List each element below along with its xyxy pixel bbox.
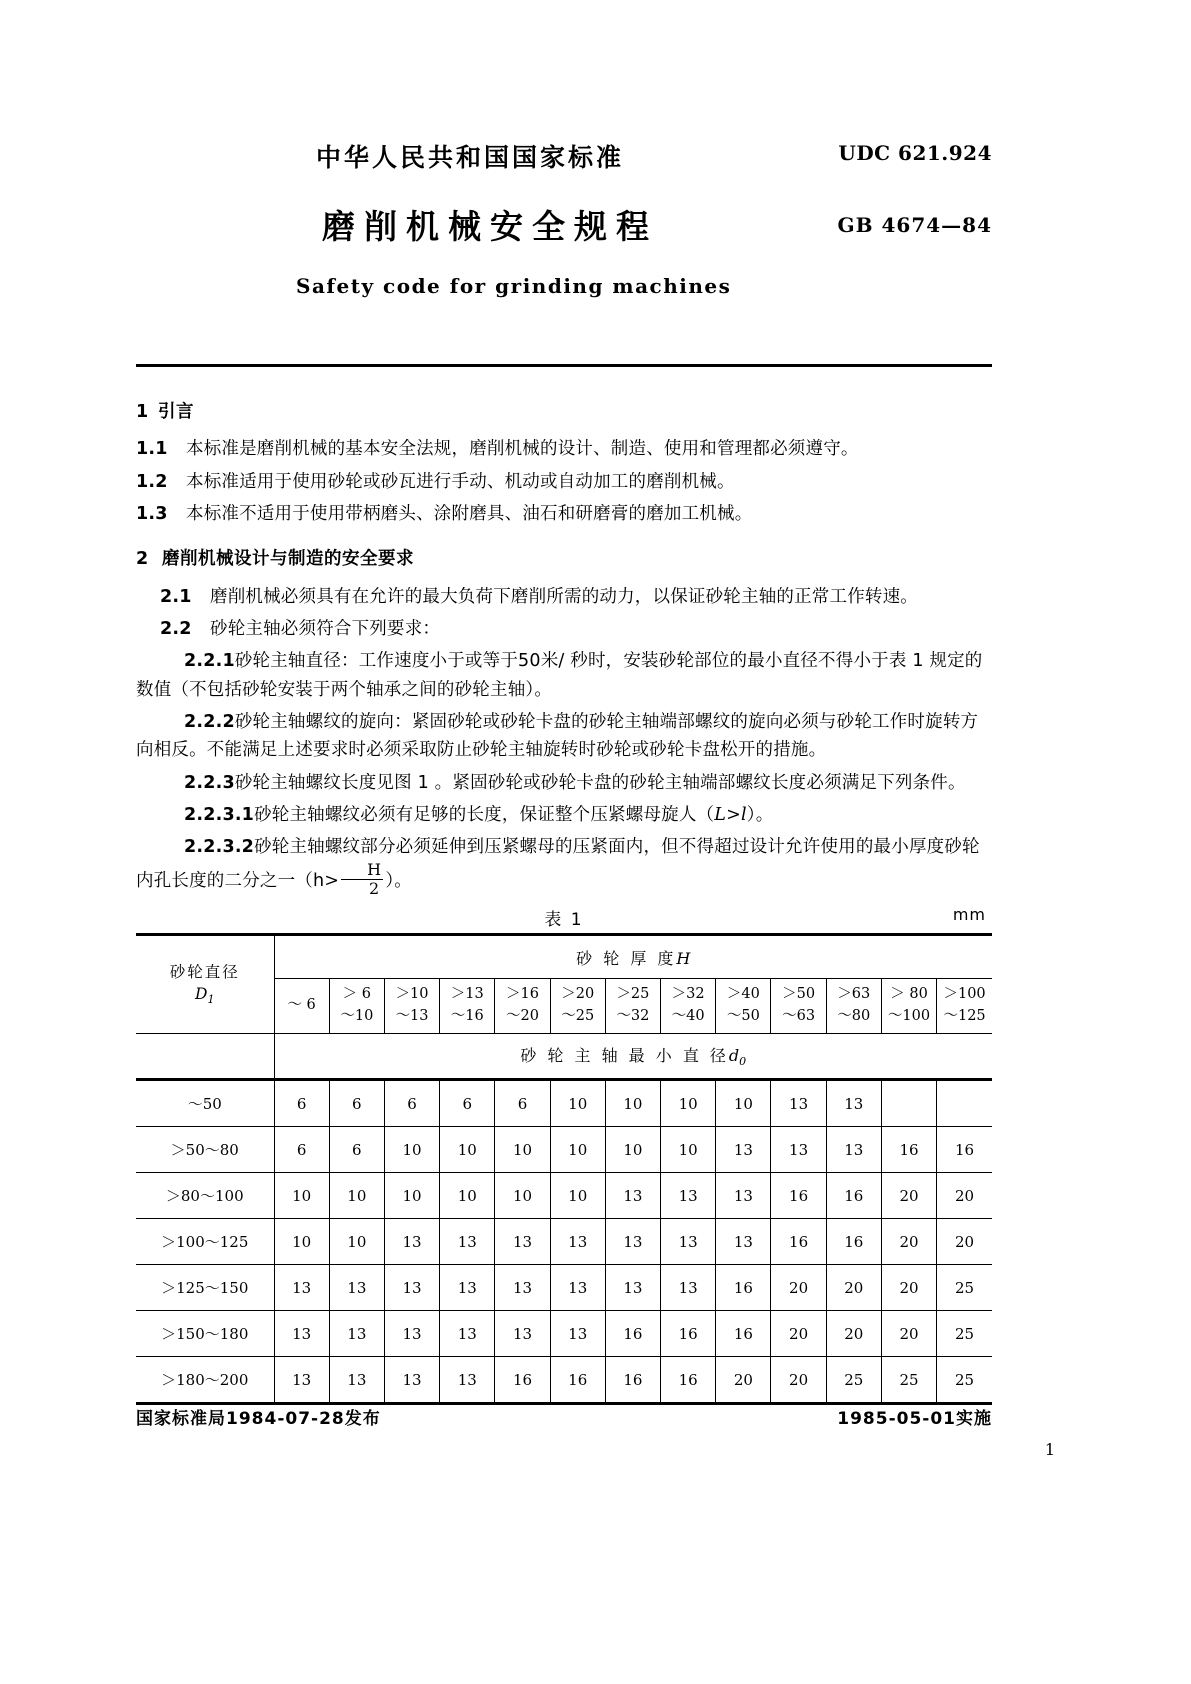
header-spacer-cell <box>136 1034 274 1080</box>
range-cell <box>274 979 329 1034</box>
data-cell: 6 <box>329 1080 384 1127</box>
clause-2-2 <box>136 615 992 643</box>
header-cell-min-diameter <box>274 1034 992 1080</box>
table-row <box>136 1219 992 1265</box>
formula-l-symbol: L <box>714 805 727 826</box>
data-cell: 13 <box>329 1265 384 1311</box>
data-cell: 13 <box>495 1265 550 1311</box>
data-cell: 13 <box>550 1219 605 1265</box>
data-cell <box>937 1080 992 1127</box>
clause-1-3-text: 本标准不适用于使用带柄磨头、涂附磨具、油石和研磨膏的磨加工机械。 <box>186 504 753 525</box>
data-cell: 13 <box>605 1219 660 1265</box>
section-1-heading <box>136 398 992 426</box>
range-cell <box>771 979 826 1034</box>
data-cell: 16 <box>771 1173 826 1219</box>
data-cell: 10 <box>661 1127 716 1173</box>
clause-1-3-number: 1.3 <box>136 504 168 525</box>
data-cell: 16 <box>826 1173 881 1219</box>
range-bottom: ～25 <box>561 1008 595 1024</box>
data-cell: 13 <box>274 1357 329 1404</box>
data-cell: 13 <box>716 1219 771 1265</box>
data-cell: 10 <box>329 1173 384 1219</box>
data-cell: 16 <box>661 1311 716 1357</box>
range-top: ＞10 <box>395 986 429 1003</box>
section-2-number: 2 <box>136 549 149 570</box>
data-cell: 16 <box>605 1357 660 1404</box>
row-label: ＞80～100 <box>136 1173 274 1219</box>
header-thickness-label: 砂 轮 厚 度 <box>576 948 677 968</box>
range-bottom: ～13 <box>395 1008 429 1024</box>
data-cell: 25 <box>881 1357 936 1404</box>
table-row <box>136 1080 992 1127</box>
document-body <box>136 398 992 901</box>
national-standard-label: 中华人民共和国国家标准 <box>316 143 625 172</box>
section-1-number: 1 <box>136 402 149 422</box>
document-title-cn: 磨削机械安全规程 <box>322 207 658 246</box>
data-cell: 20 <box>771 1311 826 1357</box>
data-cell: 16 <box>826 1219 881 1265</box>
data-cell: 25 <box>826 1357 881 1404</box>
gb-standard-number: GB 4674—84 <box>837 213 992 237</box>
data-cell: 13 <box>661 1173 716 1219</box>
clause-2-2-3-number: 2.2.3 <box>184 772 235 793</box>
clause-2-1-text: 磨削机械必须具有在允许的最大负荷下磨削所需的动力，以保证砂轮主轴的正常工作转速。 <box>210 586 918 607</box>
data-cell: 10 <box>716 1080 771 1127</box>
clause-2-2-2-text: 砂轮主轴螺纹的旋向：紧固砂轮或砂轮卡盘的砂轮主轴端部螺纹的旋向必须与砂轮工作时旋转方向相反。不能满足上述要求时必须采取防止砂轮主轴旋转时砂轮或砂轮卡盘松开的措施。 <box>136 712 979 761</box>
clause-1-2-number: 1.2 <box>136 471 168 492</box>
page-number: 1 <box>1044 1440 1055 1459</box>
range-cell <box>826 979 881 1034</box>
header-diameter-label: 砂轮直径 <box>169 962 240 981</box>
data-cell: 10 <box>274 1219 329 1265</box>
clause-2-2-2-number: 2.2.2 <box>184 712 235 733</box>
data-cell: 20 <box>881 1311 936 1357</box>
header-diameter-symbol: $D_1$ <box>195 985 215 1007</box>
range-cell <box>440 979 495 1034</box>
clause-1-1 <box>136 435 992 463</box>
data-cell: 20 <box>881 1265 936 1311</box>
row-label: ＞150～180 <box>136 1311 274 1357</box>
data-cell: 10 <box>550 1127 605 1173</box>
range-bottom: ～80 <box>837 1008 871 1024</box>
row-label: ＞100～125 <box>136 1219 274 1265</box>
table-header-row-thickness <box>136 935 992 979</box>
data-cell: 10 <box>495 1127 550 1173</box>
header-cell-diameter <box>136 935 274 1034</box>
range-bottom: ～100 <box>887 1008 931 1024</box>
document-title-en: Safety code for grinding machines <box>296 274 732 298</box>
data-cell: 13 <box>716 1127 771 1173</box>
data-cell: 13 <box>826 1127 881 1173</box>
fraction-numerator: H <box>341 862 383 880</box>
clause-2-2-3-2-text: 砂轮主轴螺纹部分必须延伸到压紧螺母的压紧面内，但不得超过设计允许使用的最小厚度砂轮内孔长度的二分之一（h <box>136 837 980 891</box>
header-min-diameter-label: 砂 轮 主 轴 最 小 直 径 <box>520 1046 729 1066</box>
udc-number: UDC 621.924 <box>838 141 992 165</box>
data-cell: 20 <box>937 1219 992 1265</box>
data-cell: 13 <box>550 1265 605 1311</box>
clause-2-1 <box>136 583 992 611</box>
data-cell: 13 <box>661 1265 716 1311</box>
range-cell <box>495 979 550 1034</box>
data-cell: 10 <box>440 1127 495 1173</box>
range-bottom: ～ 6 <box>287 997 316 1014</box>
row-label: ～50 <box>136 1080 274 1127</box>
data-cell: 13 <box>550 1311 605 1357</box>
data-cell: 13 <box>826 1080 881 1127</box>
header-divider-rule <box>136 364 992 367</box>
data-cell: 13 <box>605 1265 660 1311</box>
range-bottom: ～10 <box>340 1008 374 1024</box>
data-cell: 13 <box>661 1219 716 1265</box>
range-bottom: ～50 <box>726 1008 760 1024</box>
data-cell: 13 <box>716 1173 771 1219</box>
data-cell: 13 <box>329 1357 384 1404</box>
clause-1-1-text: 本标准是磨削机械的基本安全法规，磨削机械的设计、制造、使用和管理都必须遵守。 <box>186 439 859 460</box>
data-cell: 13 <box>440 1265 495 1311</box>
data-cell: 25 <box>937 1311 992 1357</box>
data-cell: 10 <box>384 1127 439 1173</box>
range-top: ＞ 80 <box>890 986 928 1003</box>
data-cell: 16 <box>881 1127 936 1173</box>
table-1 <box>136 933 992 1405</box>
clause-2-2-number: 2.2 <box>160 619 192 640</box>
header-cell-thickness <box>274 935 992 979</box>
row-label: ＞180～200 <box>136 1357 274 1404</box>
clause-2-2-3-2-number: 2.2.3.2 <box>184 837 255 858</box>
clause-1-2-text: 本标准适用于使用砂轮或砂瓦进行手动、机动或自动加工的磨削机械。 <box>186 471 735 492</box>
clause-2-1-number: 2.1 <box>160 586 192 607</box>
document-header <box>136 138 992 368</box>
data-cell: 13 <box>274 1311 329 1357</box>
data-cell: 13 <box>329 1311 384 1357</box>
data-cell: 13 <box>384 1357 439 1404</box>
header-min-diameter-symbol: d <box>728 1046 740 1066</box>
range-top: ＞20 <box>561 986 595 1003</box>
data-cell: 10 <box>274 1173 329 1219</box>
clause-2-2-3-1-number: 2.2.3.1 <box>184 805 255 826</box>
clause-2-2-3-text: 砂轮主轴螺纹长度见图 1 。紧固砂轮或砂轮卡盘的砂轮主轴端部螺纹长度必须满足下列条件。 <box>234 772 966 793</box>
header-top-row <box>136 138 992 174</box>
data-cell: 20 <box>771 1265 826 1311</box>
table-caption-row <box>136 905 992 933</box>
clause-2-2-3 <box>136 769 992 797</box>
clause-1-1-number: 1.1 <box>136 439 168 460</box>
data-cell: 13 <box>384 1219 439 1265</box>
data-cell: 10 <box>661 1080 716 1127</box>
data-cell: 10 <box>329 1219 384 1265</box>
range-top: ＞32 <box>671 986 705 1003</box>
data-cell: 13 <box>274 1265 329 1311</box>
data-cell: 6 <box>329 1127 384 1173</box>
data-cell: 10 <box>605 1127 660 1173</box>
clause-2-2-1 <box>136 647 992 704</box>
data-cell: 13 <box>771 1127 826 1173</box>
clause-2-2-3-1 <box>136 801 992 829</box>
footer-effective-date: 1985-05-01实施 <box>837 1409 992 1429</box>
data-cell: 20 <box>771 1357 826 1404</box>
range-bottom: ～125 <box>943 1008 986 1024</box>
data-cell: 10 <box>550 1173 605 1219</box>
range-bottom: ～40 <box>671 1008 705 1024</box>
data-cell: 16 <box>716 1265 771 1311</box>
range-top: ＞16 <box>506 986 539 1003</box>
clause-1-3 <box>136 500 992 528</box>
data-cell: 13 <box>605 1173 660 1219</box>
formula-gt-operator-2: > <box>324 870 340 891</box>
data-cell: 16 <box>550 1357 605 1404</box>
data-cell: 25 <box>937 1265 992 1311</box>
row-label: ＞50～80 <box>136 1127 274 1173</box>
range-cell <box>661 979 716 1034</box>
range-top: ＞25 <box>616 986 650 1003</box>
footer-issue-date: 国家标准局1984-07-28发布 <box>136 1409 381 1429</box>
data-cell: 10 <box>384 1173 439 1219</box>
data-cell: 13 <box>495 1311 550 1357</box>
header-min-diameter-subscript: 0 <box>739 1055 747 1069</box>
fraction-h-over-2 <box>341 859 383 898</box>
range-bottom: ～20 <box>506 1008 539 1024</box>
data-cell: 6 <box>440 1080 495 1127</box>
table-1-container <box>136 905 992 1405</box>
data-cell: 25 <box>937 1357 992 1404</box>
range-top: ＞50 <box>782 986 816 1003</box>
data-cell: 20 <box>826 1311 881 1357</box>
data-cell: 16 <box>661 1357 716 1404</box>
range-cell <box>384 979 439 1034</box>
data-cell: 16 <box>605 1311 660 1357</box>
data-cell: 16 <box>937 1127 992 1173</box>
clause-2-2-2 <box>136 708 992 765</box>
formula-gt-operator: > <box>726 805 741 826</box>
data-cell: 13 <box>771 1080 826 1127</box>
table-row <box>136 1357 992 1404</box>
data-cell: 6 <box>384 1080 439 1127</box>
data-cell: 20 <box>881 1219 936 1265</box>
range-bottom: ～32 <box>616 1008 650 1024</box>
data-cell: 20 <box>826 1265 881 1311</box>
section-1-title: 引言 <box>158 402 194 422</box>
clause-2-2-3-2 <box>136 833 992 896</box>
range-cell <box>550 979 605 1034</box>
section-2-heading <box>136 545 992 573</box>
range-bottom: ～63 <box>782 1008 816 1024</box>
range-cell <box>716 979 771 1034</box>
table-row <box>136 1311 992 1357</box>
range-top: ＞13 <box>450 986 484 1003</box>
table-header-row-mindia <box>136 1034 992 1080</box>
table-row <box>136 1265 992 1311</box>
clause-2-2-3-1-text-end: ）。 <box>746 805 774 826</box>
data-cell: 10 <box>440 1173 495 1219</box>
range-top: ＞ 6 <box>342 986 371 1003</box>
range-cell <box>881 979 936 1034</box>
data-cell: 10 <box>550 1080 605 1127</box>
data-cell: 16 <box>771 1219 826 1265</box>
data-cell: 10 <box>605 1080 660 1127</box>
data-cell <box>881 1080 936 1127</box>
data-cell: 16 <box>716 1311 771 1357</box>
data-cell: 13 <box>384 1311 439 1357</box>
data-cell: 6 <box>495 1080 550 1127</box>
header-thickness-symbol: H <box>676 948 691 968</box>
data-cell: 13 <box>384 1265 439 1311</box>
clause-1-2 <box>136 468 992 496</box>
clause-2-2-1-text: 砂轮主轴直径：工作速度小于或等于50米/ 秒时，安装砂轮部位的最小直径不得小于表 1 规定的数值（不包括砂轮安装于两个轴承之间的砂轮主轴）。 <box>136 651 983 700</box>
fraction-denominator: 2 <box>369 878 380 898</box>
table-row <box>136 1127 992 1173</box>
data-cell: 13 <box>440 1219 495 1265</box>
row-label: ＞125～150 <box>136 1265 274 1311</box>
data-cell: 10 <box>495 1173 550 1219</box>
range-cell <box>937 979 992 1034</box>
data-cell: 13 <box>440 1357 495 1404</box>
range-top: ＞100 <box>943 986 986 1003</box>
data-cell: 16 <box>495 1357 550 1404</box>
clause-2-2-3-2-text-end: ）。 <box>385 870 412 891</box>
data-cell: 6 <box>274 1080 329 1127</box>
clause-2-2-1-number: 2.2.1 <box>184 651 235 672</box>
range-top: ＞63 <box>837 986 871 1003</box>
document-footer <box>136 1404 992 1429</box>
data-cell: 13 <box>440 1311 495 1357</box>
table-caption: 表 1 <box>544 910 584 930</box>
clause-2-2-3-1-text: 砂轮主轴螺纹必须有足够的长度，保证整个压紧螺母旋人（ <box>254 805 715 826</box>
formula-lowercase-l-symbol: l <box>740 805 747 826</box>
clause-2-2-text: 砂轮主轴必须符合下列要求： <box>210 619 441 640</box>
data-cell: 13 <box>495 1219 550 1265</box>
section-2-title: 磨削机械设计与制造的安全要求 <box>162 549 414 570</box>
range-top: ＞40 <box>726 986 760 1003</box>
table-unit-label: mm <box>952 905 986 924</box>
data-cell: 20 <box>937 1173 992 1219</box>
range-cell <box>329 979 384 1034</box>
data-cell: 6 <box>274 1127 329 1173</box>
header-title-row <box>136 201 992 248</box>
table-row <box>136 1173 992 1219</box>
data-cell: 20 <box>716 1357 771 1404</box>
range-bottom: ～16 <box>450 1008 484 1024</box>
data-cell: 20 <box>881 1173 936 1219</box>
range-cell <box>605 979 660 1034</box>
